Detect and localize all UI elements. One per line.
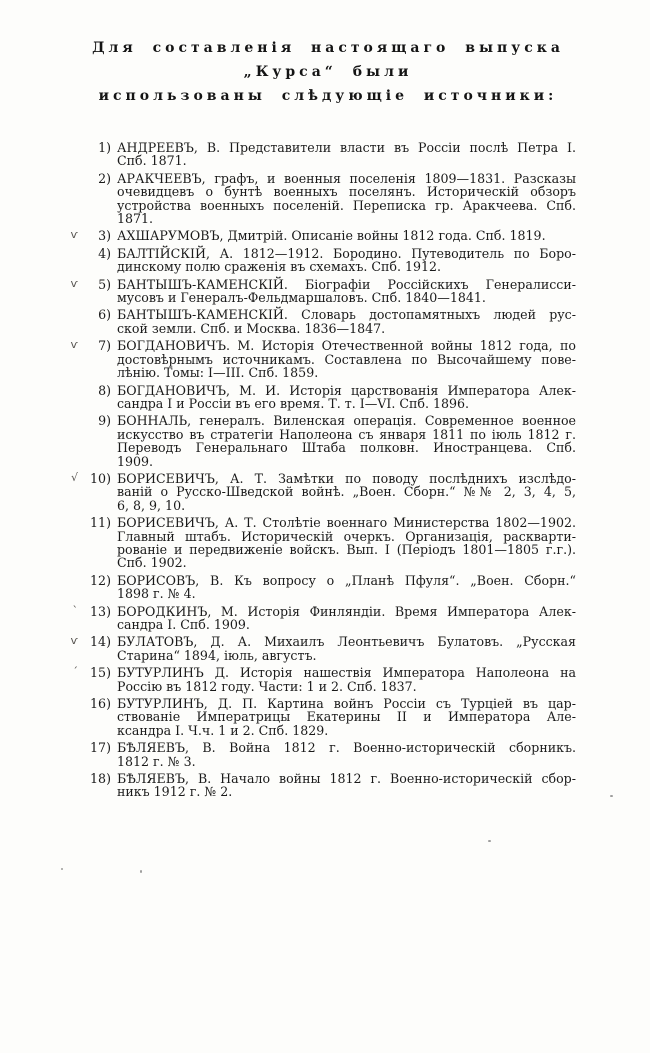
entry-number: 12) <box>90 572 111 588</box>
entry-text <box>117 229 576 242</box>
entry-text <box>117 339 576 379</box>
entry-text-line: Спб. 1902. <box>117 555 187 571</box>
entry-text-line: ксандра I. Ч.ч. 1 и 2. Спб. 1829. <box>117 722 329 738</box>
entry-text-line: БАЛТІЙСКІЙ, А. 1812—1912. Бородино. Путеводитель по Боро- <box>117 245 576 261</box>
bibliography-entry <box>98 382 576 411</box>
pencil-checkmark: ѵ <box>70 338 78 352</box>
entry-number: 11) <box>90 515 111 531</box>
entry-text <box>117 308 576 335</box>
entry-number: 13) <box>90 603 111 619</box>
pencil-checkmark: ˊ <box>72 665 78 679</box>
entry-number: 16) <box>90 696 111 712</box>
entry-text-line: АХШАРУМОВЪ, Дмитрій. Описаніе войны 1812 года. Спб. 1819. <box>117 228 546 244</box>
entry-text-line: 1871. <box>117 211 154 227</box>
heading-line-1: Для составленія настоящаго выпуска „Курса“ были <box>92 40 564 80</box>
entry-text-line: БОРИСЕВИЧЪ, А. Т. Столѣтіе военнаго Министерства 1802—1902. <box>117 515 576 531</box>
entry-number: 5) <box>98 276 111 292</box>
entry-text-line: БОРИСЕВИЧЪ, А. Т. Замѣтки по поводу послѣднихъ изслѣдо- <box>117 470 576 486</box>
bibliography-entry <box>70 470 576 513</box>
entry-text <box>117 247 576 274</box>
entry-text-line: БУЛАТОВЪ, Д. А. Михаилъ Леонтьевичъ Булатовъ. „Русская <box>117 634 576 650</box>
bibliography-entry <box>90 515 576 571</box>
entry-text-line: 1898 г. № 4. <box>117 586 196 602</box>
entry-text-line: Спб. 1871. <box>117 153 187 169</box>
bibliography-entry <box>70 338 576 381</box>
entry-text-line: БАНТЫШЪ-КАМЕНСКІЙ. Словарь достопамятныхъ людей рус- <box>117 307 576 323</box>
pencil-checkmark: ѵ <box>70 276 78 290</box>
entry-text-line: ваній о Русско-Шведской войнѣ. „Воен. Сборн.“ №№ 2, 3, 4, 5, <box>117 484 576 500</box>
entry-text-line: ствованіе Императрицы Екатерины II и Императора Але- <box>117 709 576 725</box>
entry-text-line: Переводъ Генеральнаго Штаба полковн. Иностранцева. Спб. <box>117 440 576 456</box>
entry-text <box>117 697 576 737</box>
entry-number: 8) <box>98 382 111 398</box>
entry-text-line: БОГДАНОВИЧЪ, М. И. Исторія царствованія Императора Алек- <box>117 382 576 398</box>
entry-text-line: 6, 8, 9, 10. <box>117 497 186 513</box>
entry-text-line: сандра I. Спб. 1909. <box>117 617 250 632</box>
heading-line-2: использованы слѣдующіе источники: <box>98 88 558 104</box>
entry-text-line: 1909. <box>117 453 154 469</box>
bibliography-entry <box>72 603 576 632</box>
entry-text <box>117 772 576 799</box>
entry-number: 2) <box>98 170 111 186</box>
bibliography-entry <box>70 228 576 244</box>
entry-text <box>117 605 576 632</box>
entry-number: 15) <box>90 665 111 681</box>
entry-text-line: БОРОДКИНЪ, М. Исторія Финляндіи. Время Императора Алек- <box>117 603 576 619</box>
entry-text-line: БОННАЛЬ, генералъ. Виленская операція. Современное военное <box>117 413 576 429</box>
entry-text-line: БѢЛЯЕВЪ, В. Война 1812 г. Военно-историческій сборникъ. <box>117 740 576 756</box>
scan-speck <box>488 840 491 842</box>
entry-text <box>117 635 576 662</box>
entry-text <box>117 666 576 693</box>
entry-text-line: БОГДАНОВИЧЪ. М. Исторія Отечественной войны 1812 года, по <box>117 338 576 354</box>
entry-text <box>117 172 576 226</box>
bibliography-entry <box>90 740 576 769</box>
entry-text-line: никъ 1912 г. № 2. <box>117 784 233 800</box>
entry-text-line: достовѣрнымъ источникамъ. Составлена по Высочайшему пове- <box>117 351 576 367</box>
entry-text <box>117 574 576 601</box>
scan-speck <box>140 870 142 873</box>
pencil-checkmark: √ <box>70 470 78 484</box>
entry-text <box>117 278 576 305</box>
pencil-checkmark: ˋ <box>72 603 78 617</box>
bibliography-entry <box>70 276 576 306</box>
entry-text-line: ской земли. Спб. и Москва. 1836—1847. <box>117 320 386 336</box>
entry-text-line: Россію въ 1812 году. Части: 1 и 2. Спб. 1837. <box>117 678 417 694</box>
entry-number: 18) <box>90 771 111 787</box>
scan-speck <box>610 795 613 797</box>
bibliography-entry <box>98 245 576 275</box>
entry-text <box>117 414 576 468</box>
bibliography-entry <box>72 665 576 694</box>
entry-text-line: рованіе и передвиженіе войскъ. Вып. I (Періодъ 1801—1805 г.г.). <box>117 541 576 557</box>
bibliography-entry <box>90 572 576 602</box>
bibliography-entry <box>98 413 576 469</box>
entry-text-line: Старина“ 1894, іюль, августъ. <box>117 647 317 663</box>
entry-text-line: динскому полю сраженія въ схемахъ. Спб. 1912. <box>117 259 442 275</box>
bibliography-entry <box>98 140 576 169</box>
entry-text-line: АНДРЕЕВЪ, В. Представители власти въ Россіи послѣ Петра I. <box>117 140 576 155</box>
bibliography-entry <box>90 696 576 738</box>
entry-number: 9) <box>98 413 111 429</box>
entry-number: 14) <box>90 634 111 650</box>
bibliography-list <box>70 140 576 800</box>
entry-number: 7) <box>98 338 111 354</box>
pencil-checkmark: ѵ <box>70 228 78 242</box>
entry-number: 3) <box>98 228 111 244</box>
entry-text <box>117 741 576 768</box>
entry-text-line: БАНТЫШЪ-КАМЕНСКІЙ. Біографіи Россійскихъ Генералисси- <box>117 276 576 292</box>
entry-text-line: АРАКЧЕЕВЪ, графъ, и военныя поселенія 1809—1831. Разсказы <box>117 170 576 186</box>
entry-text <box>117 472 576 512</box>
entry-text <box>117 384 576 411</box>
entry-number: 6) <box>98 307 111 323</box>
scan-speck <box>61 868 63 870</box>
entry-text-line: БОРИСОВЪ, В. Къ вопросу о „Планѣ Пфуля“. „Воен. Сборн.“ <box>117 572 576 588</box>
bibliography-entry <box>98 307 576 336</box>
entry-text-line: лѣнію. Томы: I—III. Спб. 1859. <box>117 365 319 381</box>
entry-text-line: устройства военныхъ поселеній. Переписка гр. Аракчеева. Спб. <box>117 197 576 213</box>
entry-text-line: БУТУРЛИНЪ Д. Исторія нашествія Императора Наполеона на <box>117 665 576 681</box>
entry-text-line: мусовъ и Генералъ-Фельдмаршаловъ. Спб. 1840—1841. <box>117 290 486 306</box>
entry-text-line: Главный штабъ. Историческій очеркъ. Организація, раскварти- <box>117 528 576 544</box>
bibliography-entry <box>90 771 576 800</box>
entry-text <box>117 141 576 168</box>
entry-number: 17) <box>90 740 111 756</box>
entry-text-line: БУТУРЛИНЪ, Д. П. Картина войнъ Россіи съ Турціей въ цар- <box>117 696 576 712</box>
entry-number: 10) <box>90 470 111 486</box>
entry-text <box>117 516 576 570</box>
entry-number: 4) <box>98 245 111 261</box>
bibliography-entry <box>98 170 576 227</box>
page-heading <box>66 36 590 108</box>
entry-text-line: очевидцевъ о бунтѣ военныхъ поселянъ. Историческій обзоръ <box>117 184 576 200</box>
entry-text-line: искусство въ стратегіи Наполеона съ января 1811 по іюль 1812 г. <box>117 426 576 442</box>
entry-text-line: БѢЛЯЕВЪ, В. Начало войны 1812 г. Военно-историческій сбор- <box>117 771 576 787</box>
entry-text-line: сандра I и Россіи въ его время. Т. т. I—VI. Спб. 1896. <box>117 395 470 411</box>
pencil-checkmark: ѵ <box>70 634 78 648</box>
entry-text-line: 1812 г. № 3. <box>117 753 196 769</box>
entry-number: 1) <box>98 140 111 155</box>
bibliography-entry <box>70 634 576 663</box>
